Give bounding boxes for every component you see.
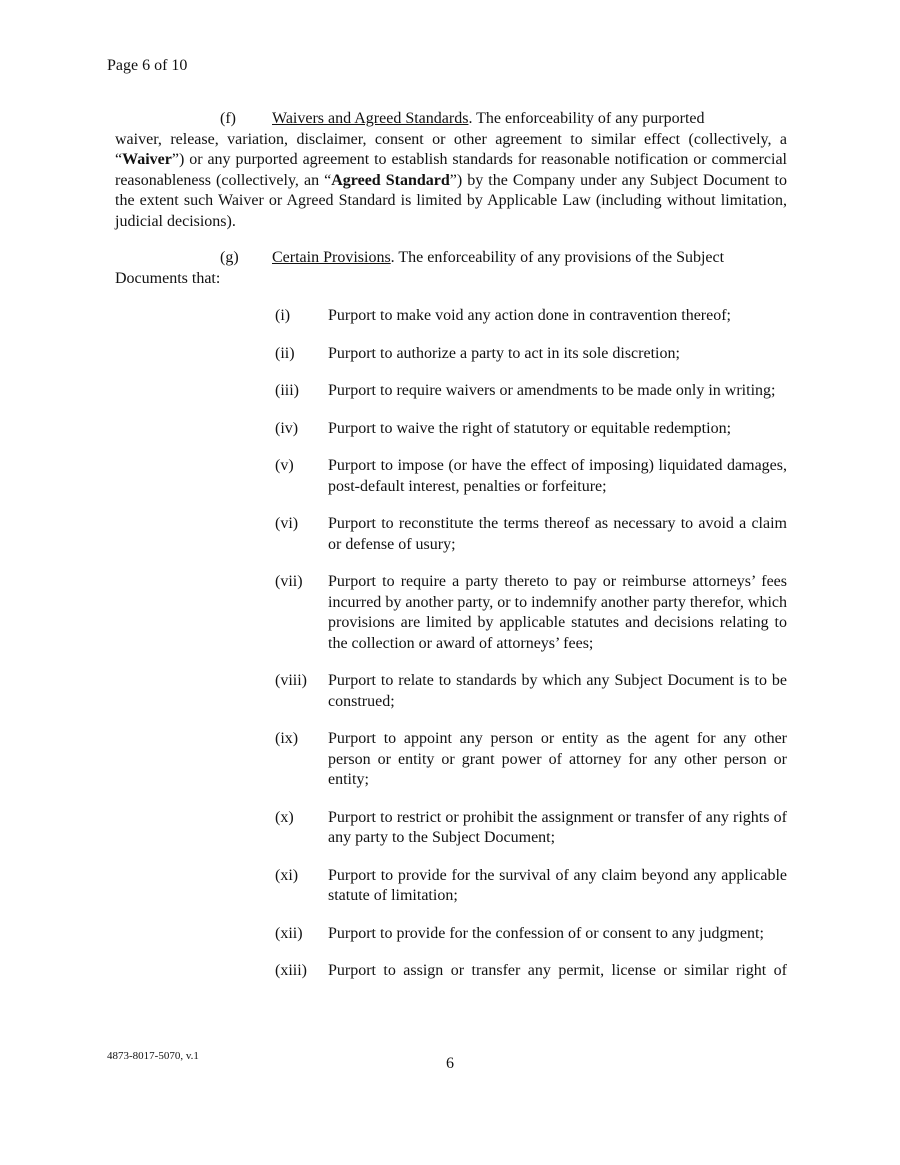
paragraph-f-body: [115, 130, 787, 233]
item-number: (xii): [275, 924, 303, 942]
item-text: Purport to impose (or have the effect of imposing) liquidated damages, post-default interest, penalties or forfeiture;: [328, 457, 787, 495]
paragraph-f-text-4: ”) by the Company under any Subject Document to the extent such Waiver or Agreed Standard is limited by Applicable Law (including without limitation, judicial decisions).: [115, 171, 787, 230]
item-text: Purport to reconstitute the terms thereof as necessary to avoid a claim or defense of usury;: [328, 515, 787, 553]
list-item: [275, 961, 787, 982]
item-text: Purport to make void any action done in contravention thereof;: [328, 307, 731, 324]
item-number: (vii): [275, 573, 303, 590]
paragraph-g-first-line: [115, 248, 787, 269]
item-number: (i): [275, 307, 291, 324]
list-item: [275, 671, 787, 712]
paragraph-g-text-2: Documents that:: [115, 269, 221, 287]
item-text: Purport to require waivers or amendments to be made only in writing;: [328, 382, 776, 399]
defined-term-waiver: Waiver: [122, 151, 172, 168]
item-text: Purport to authorize a party to act in its sole discretion;: [328, 344, 680, 362]
paragraph-g-text-1: . The enforceability of any provisions of the Subject: [390, 249, 725, 266]
item-number: (vi): [275, 515, 299, 532]
item-text: Purport to waive the right of statutory or equitable redemption;: [328, 419, 732, 437]
item-text: Purport to relate to standards by which any Subject Document is to be construed;: [328, 672, 787, 710]
item-number: (v): [275, 457, 294, 474]
item-number: (iv): [275, 419, 299, 437]
item-number: (x): [275, 808, 294, 826]
paragraph-f-text-3: ”) or any purported agreement to establish standards for reasonable notification or commercial reasonableness (collectively, an “: [115, 151, 787, 189]
list-item: [275, 924, 787, 945]
list-item: [275, 344, 787, 365]
paragraph-g: [115, 248, 787, 289]
list-item: [275, 306, 787, 327]
list-item: [275, 514, 787, 555]
paragraph-f-first-line: [115, 109, 787, 130]
list-item: [275, 866, 787, 907]
list-item: [275, 381, 787, 402]
item-text: Purport to require a party thereto to pay or reimburse attorneys’ fees incurred by another party, or to indemnify another party therefor, which provisions are limited by applicable statutes and decisions relating to the collection or award of attorneys’ fees;: [328, 573, 787, 652]
document-id: 4873-8017-5070, v.1: [107, 1050, 199, 1062]
paragraph-f-lead: [115, 109, 705, 130]
item-text: Purport to provide for the confession of or consent to any judgment;: [328, 924, 764, 942]
paragraph-f-text-1: . The enforceability of any purported: [468, 110, 705, 127]
item-text: Purport to provide for the survival of any claim beyond any applicable statute of limitation;: [328, 866, 787, 904]
paragraph-g-heading: Certain Provisions: [272, 249, 391, 266]
list-item: [275, 572, 787, 654]
paragraph-f-heading: Waivers and Agreed Standards: [272, 110, 469, 127]
defined-term-agreed-standard: Agreed Standard: [331, 171, 450, 189]
page-number: 6: [446, 1055, 454, 1072]
list-item: [275, 456, 787, 497]
item-number: (iii): [275, 382, 299, 399]
paragraph-f-text-2: waiver, release, variation, disclaimer, consent or other agreement to similar effect (collectively, a “: [115, 130, 787, 168]
item-number: (ix): [275, 730, 299, 747]
item-number: (xi): [275, 866, 299, 884]
provisions-list: [275, 306, 787, 999]
list-item: [275, 729, 787, 791]
page-header: Page 6 of 10: [107, 57, 188, 74]
paragraph-g-label: (g): [220, 249, 239, 266]
item-text: Purport to assign or transfer any permit, license or similar right of: [328, 962, 787, 979]
item-number: (xiii): [275, 962, 307, 979]
list-item: [275, 419, 787, 440]
paragraph-f: [115, 109, 787, 232]
item-text: Purport to restrict or prohibit the assignment or transfer of any rights of any party to the Subject Document;: [328, 808, 787, 846]
list-item: [275, 808, 787, 849]
item-number: (viii): [275, 672, 307, 689]
paragraph-f-label: (f): [220, 110, 236, 127]
item-text: Purport to appoint any person or entity as the agent for any other person or entity or grant power of attorney for any other person or entity;: [328, 730, 787, 788]
item-number: (ii): [275, 344, 295, 362]
